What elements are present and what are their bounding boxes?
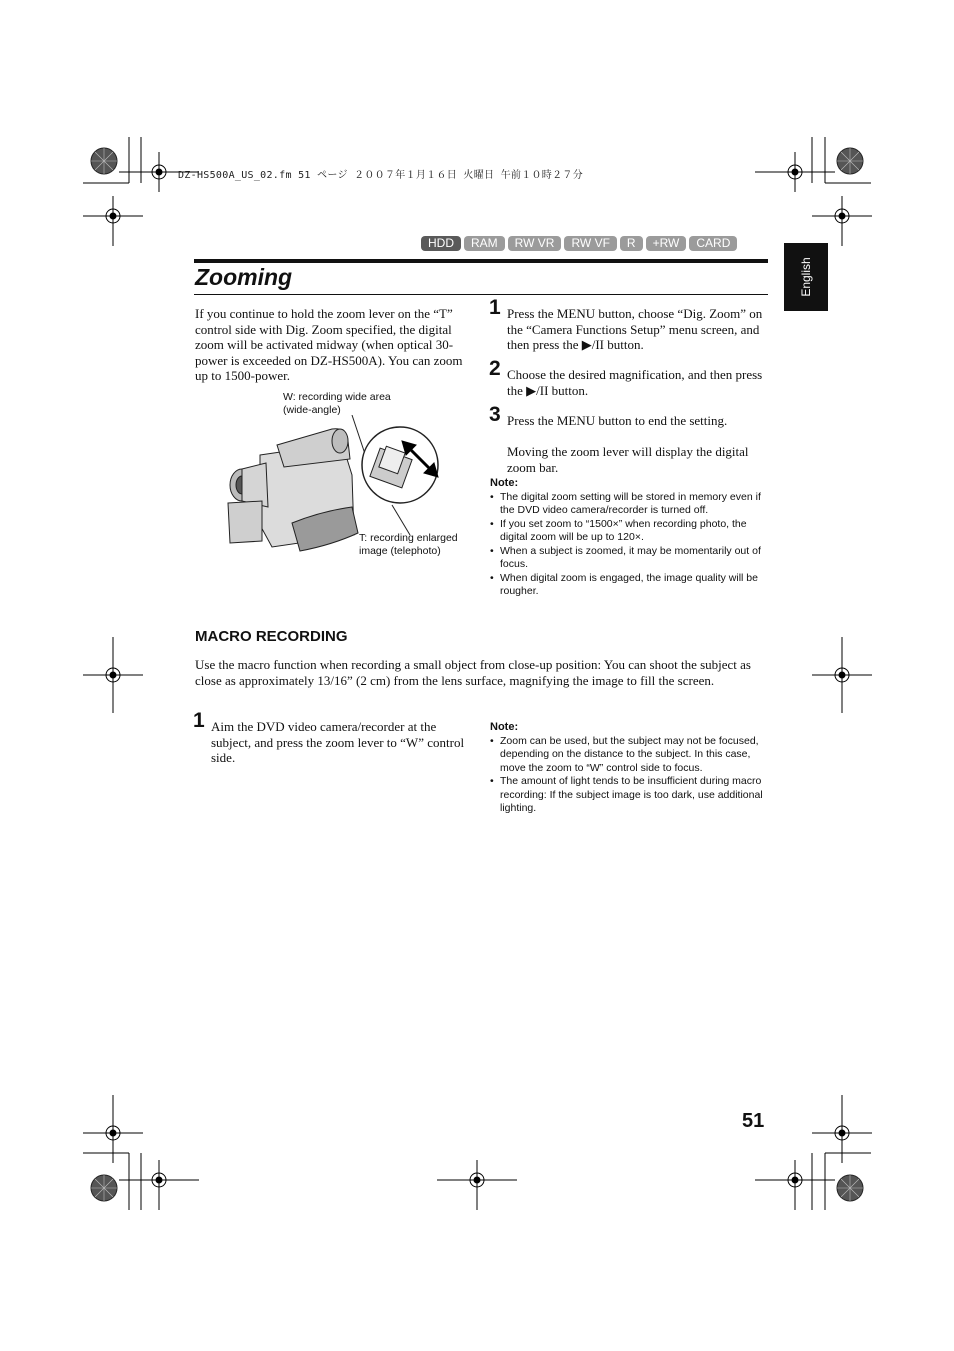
macro-heading: MACRO RECORDING (195, 628, 348, 645)
note-item: • If you set zoom to “1500×” when recording photo, the digital zoom will be up to 120×. (490, 518, 768, 545)
zoom-step-3-extra: Moving the zoom lever will display the digital zoom bar. (507, 444, 749, 475)
badge-ram: RAM (464, 236, 505, 251)
step-text: Choose the desired magnification, and then press the ▶/II button. (507, 367, 763, 398)
camera-illustration (222, 415, 452, 555)
language-tab-label: English (799, 257, 813, 297)
zoom-step-2 (489, 357, 769, 398)
caption-tele: T: recording enlarged image (telephoto) (359, 532, 458, 557)
title-rule-bottom (194, 294, 768, 295)
badge-rw-vf: RW VF (564, 236, 616, 251)
badge-rw-vr: RW VR (508, 236, 562, 251)
step-text: Press the MENU button, choose “Dig. Zoom” on the “Camera Functions Setup” menu screen, and then press the ▶/II button. (507, 306, 763, 352)
title-rule-top (194, 259, 768, 263)
macro-note (490, 721, 768, 816)
zoom-intro: If you continue to hold the zoom lever on the “T” control side with Dig. Zoom specified, the digital zoom will be activated midway (when optical 30-power is exceeded on DZ-HS500A). You can zoom up to 1500-power. (195, 306, 463, 383)
file-header-line: DZ-HS500A_US_02.fm 51 ページ ２００７年１月１６日 火曜日 午前１０時２７分 (178, 170, 584, 181)
page-title: Zooming (195, 264, 293, 290)
media-badges (421, 236, 737, 251)
step-number: 1 (193, 709, 205, 732)
step-number: 3 (489, 403, 501, 426)
step-text: Press the MENU button to end the setting. (507, 413, 728, 428)
step-number: 1 (489, 296, 501, 319)
zoom-note (490, 477, 768, 599)
zoom-step-1 (489, 296, 769, 353)
zoom-step-3 (489, 403, 769, 429)
note-item: • Zoom can be used, but the subject may not be focused, depending on the distance to the subject. In this case, move the zoom to “W” control side to focus. (490, 735, 768, 776)
language-tab (784, 243, 828, 311)
note-title: Note: (490, 721, 519, 733)
step-number: 2 (489, 357, 501, 380)
note-item: • The amount of light tends to be insufficient during macro recording: If the subject image is too dark, use additional lighting. (490, 775, 768, 816)
note-item: • The digital zoom setting will be stored in memory even if the DVD video camera/recorder is turned off. (490, 491, 768, 518)
badge-card: CARD (689, 236, 737, 251)
macro-step-1 (193, 709, 466, 766)
note-item: • When a subject is zoomed, it may be momentarily out of focus. (490, 545, 768, 572)
macro-intro: Use the macro function when recording a small object from close-up position: You can shoot the subject as close as approximately 13/16” (2 cm) from the lens surface, magnifying the image to fill the screen. (195, 657, 751, 688)
badge-r: R (620, 236, 643, 251)
step-text: Aim the DVD video camera/recorder at the subject, and press the zoom lever to “W” control side. (211, 719, 465, 765)
badge-plus-rw: +RW (646, 236, 687, 251)
badge-hdd: HDD (421, 236, 461, 251)
note-title: Note: (490, 477, 519, 489)
caption-wide: W: recording wide area (wide-angle) (283, 391, 391, 416)
note-item: • When digital zoom is engaged, the image quality will be rougher. (490, 572, 768, 599)
page-number: 51 (742, 1110, 765, 1132)
